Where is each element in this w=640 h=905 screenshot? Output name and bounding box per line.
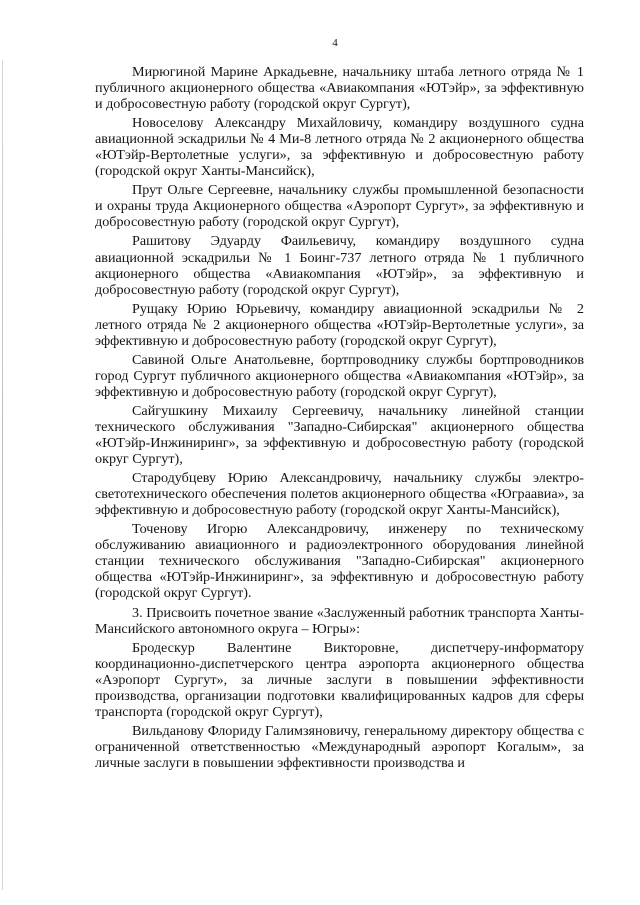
section-3-heading: 3. Присвоить почетное звание «Заслуженный работник транспорта Ханты-Мансийского автономного округа – Югры»: <box>95 604 584 637</box>
document-body <box>95 64 584 774</box>
page-number: 4 <box>332 37 338 49</box>
award-paragraph-starodubtsev: Стародубцеву Юрию Александровичу, начальнику службы электро-светотехнического обеспечения полетов акционерного общества «Юграавиа», за эффективную и добросовестную работу (городской округ Ханты-Мансийск), <box>95 470 584 519</box>
award-paragraph-vildanov: Вильданову Флориду Галимзяновичу, генеральному директору общества с ограниченной ответственностью «Международный аэропорт Когалым», за личные заслуги в повышении эффективности производства и <box>95 722 584 771</box>
award-paragraph-savina: Савиной Ольге Анатольевне, бортпроводнику службы бортпроводников город Сургут публичного акционерного общества «Авиакомпания «ЮТэйр», за эффективную и добросовестную работу (городской округ Сургут), <box>95 351 584 400</box>
award-paragraph-brodeskur: Бродескур Валентине Викторовне, диспетчеру-информатору координационно-диспетчерского центра аэропорта акционерного общества «Аэропорт Сургут», за личные заслуги в повышении эффективности производства, организации подготовки квалифицированных кадров для сферы транспорта (городской округ Сургут), <box>95 639 584 720</box>
award-paragraph-miryugina: Мирюгиной Марине Аркадьевне, начальнику штаба летного отряда № 1 публичного акционерного общества «Авиакомпания «ЮТэйр», за эффективную и добросовестную работу (городской округ Сургут), <box>95 64 584 113</box>
award-paragraph-novoselov: Новоселову Александру Михайловичу, командиру воздушного судна авиационной эскадрильи № 4 Ми-8 летного отряда № 2 акционерного общества «ЮТэйр-Вертолетные услуги», за эффективную и добросовестную работу (городской округ Ханты-Мансийск), <box>95 115 584 180</box>
scan-edge-line <box>2 60 3 890</box>
award-paragraph-prut: Прут Ольге Сергеевне, начальнику службы промышленной безопасности и охраны труда Акционерного общества «Аэропорт Сургут», за эффективную и добросовестную работу (городской округ Сургут), <box>95 182 584 231</box>
award-paragraph-saigushkin: Сайгушкину Михаилу Сергеевичу, начальнику линейной станции технического обслуживания "Западно-Сибирская" акционерного общества «ЮТэйр-Инжиниринг», за эффективную и добросовестную работу (городской округ Сургут), <box>95 402 584 468</box>
award-paragraph-rashitov: Рашитову Эдуарду Фаильевичу, командиру воздушного судна авиационной эскадрильи № 1 Боинг-737 летного отряда № 1 публичного акционерного общества «Авиакомпания «ЮТэйр», за эффективную и добросовестную работу (городской округ Сургут), <box>95 233 584 298</box>
award-paragraph-rushchak: Рущаку Юрию Юрьевичу, командиру авиационной эскадрильи № 2 летного отряда № 2 акционерного общества «ЮТэйр-Вертолетные услуги», за эффективную и добросовестную работу (городской округ Сургут), <box>95 300 584 349</box>
award-paragraph-tochenov: Точенову Игорю Александровичу, инженеру по техническому обслуживанию авиационного и радиоэлектронного оборудования линейной станции технического обслуживания "Западно-Сибирская" акционерного общества «ЮТэйр-Инжиниринг», за эффективную и добросовестную работу (городской округ Сургут). <box>95 521 584 602</box>
